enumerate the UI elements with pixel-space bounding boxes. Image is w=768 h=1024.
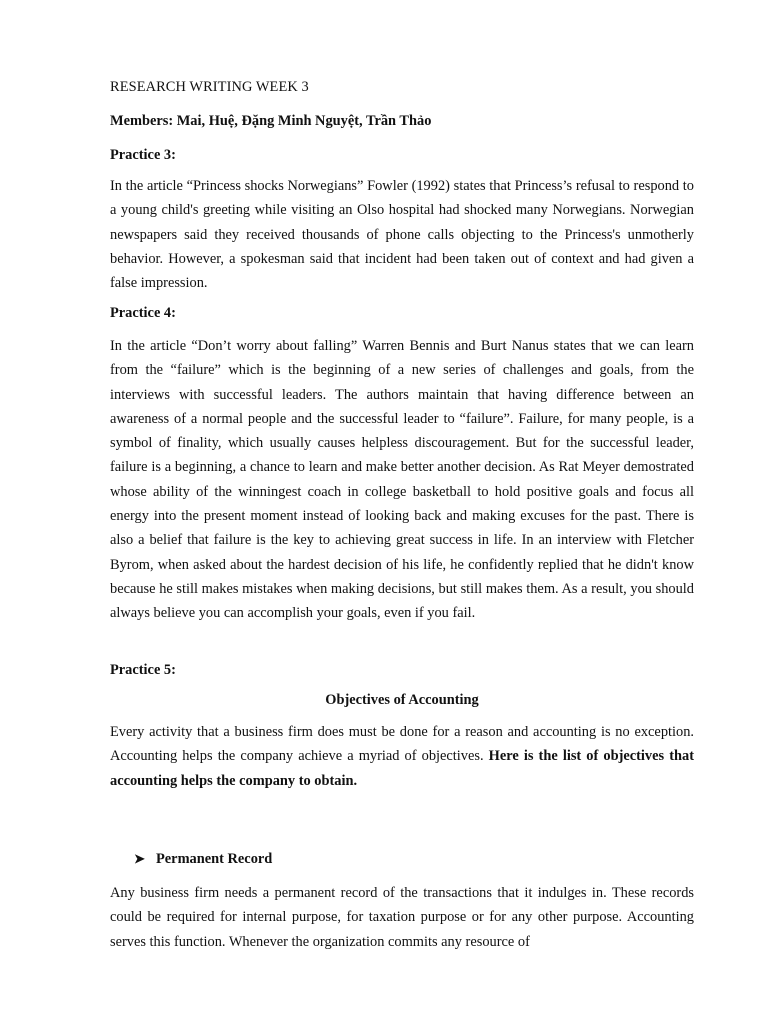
bullet-item [134, 851, 272, 868]
practice-4-heading: Practice 4: [110, 305, 176, 321]
practice-4-paragraph: In the article “Don’t worry about falling” Warren Bennis and Burt Nanus states that we can learn from the “failure” which is the beginning of a new series of challenges and goals, from the interviews with successful leaders. The authors maintain that having difference between an awareness of a normal people and the successful leader to “failure”. Failure, for many people, is a symbol of finality, which usually causes helpless discouragement. But for the successful leader, failure is a beginning, a chance to learn and make better another decision. As Rat Meyer demostrated whose ability of the winningest coach in college basketball to hold positive goals and focus all energy into the present moment instead of looking back and making excuses for the past. There is also a belief that failure is the key to achieving great success in life. In an interview with Fletcher Byrom, when asked about the hardest decision of his life, he confidently replied that he didn't know because he still makes mistakes when making decisions, but still makes them. As a result, you should always believe you can accomplish your goals, even if you fail. [110, 338, 694, 622]
intro-bold-text: Here is the list of objectives that accounting helps the company to obtain. [110, 748, 694, 789]
practice-5-heading: Practice 5: [110, 662, 176, 678]
permanent-record-paragraph: Any business firm needs a permanent record of the transactions that it indulges in. These records could be required for internal purpose, for taxation purpose or for any other purpose. Accounting serves this function. Whenever the organization commits any resource of [110, 885, 694, 950]
section-subtitle: Objectives of Accounting [325, 692, 479, 708]
bullet-heading: Permanent Record [156, 851, 273, 867]
practice-3-paragraph: In the article “Princess shocks Norwegians” Fowler (1992) states that Princess’s refusal to respond to a young child's greeting while visiting an Olso hospital had shocked many Norwegians. Norwegian newspapers said they received thousands of phone calls objecting to the Princess's unmotherly behavior. However, a spokesman said that incident had been taken out of context and had given a false impression. [110, 178, 694, 292]
arrow-bullet-icon: ➤ [134, 851, 145, 866]
members-line: Members: Mai, Huệ, Đặng Minh Nguyệt, Trần Thảo [110, 113, 432, 129]
practice-5-intro [110, 720, 694, 793]
document-title: RESEARCH WRITING WEEK 3 [110, 79, 309, 95]
practice-3-heading: Practice 3: [110, 147, 176, 163]
intro-text: Every activity that a business firm does must be done for a reason and accounting is no exception. Accounting helps the company achieve a myriad of objectives. [110, 724, 694, 765]
